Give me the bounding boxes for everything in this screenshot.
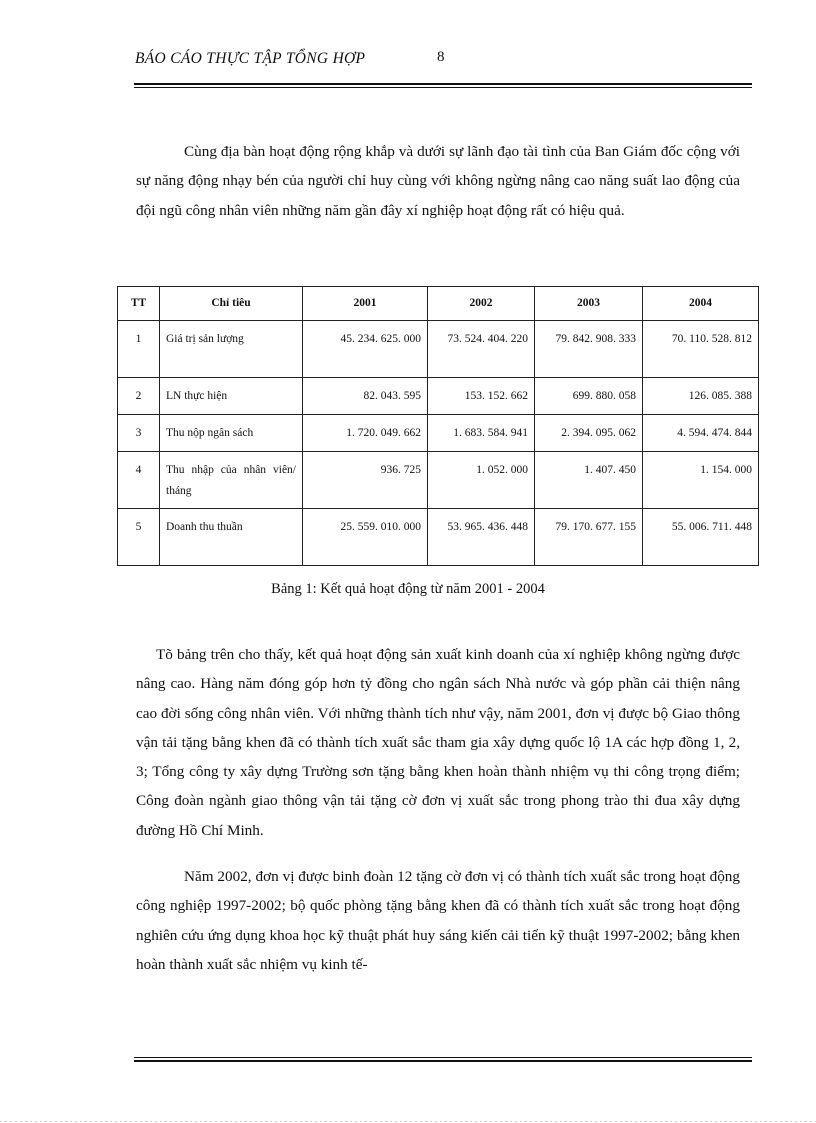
page-number: 8: [437, 49, 445, 65]
cell-tt: 3: [118, 415, 160, 452]
cell-2002: 1. 683. 584. 941: [428, 415, 535, 452]
header-cell-tt: TT: [118, 287, 160, 321]
cell-2004: 55. 006. 711. 448: [643, 509, 759, 566]
cell-2004: 126. 085. 388: [643, 378, 759, 415]
table-row: [118, 321, 759, 378]
cell-2001: 936. 725: [303, 452, 428, 509]
cell-tt: 5: [118, 509, 160, 566]
cell-2003: 79. 170. 677. 155: [535, 509, 643, 566]
cell-2003: 79. 842. 908. 333: [535, 321, 643, 378]
table-row: [118, 378, 759, 415]
results-table: [117, 286, 759, 566]
header-cell-2002: 2002: [428, 287, 535, 321]
cell-2002: 73. 524. 404. 220: [428, 321, 535, 378]
header-cell-indicator: Chỉ tiêu: [160, 287, 303, 321]
cell-indicator: Thu nhập của nhân viên/ tháng: [160, 452, 303, 509]
cell-2003: 2. 394. 095. 062: [535, 415, 643, 452]
cell-tt: 2: [118, 378, 160, 415]
table-row: [118, 452, 759, 509]
cell-indicator: Doanh thu thuần: [160, 509, 303, 566]
table-header-row: [118, 287, 759, 321]
header-rule: [134, 83, 752, 88]
cell-2002: 53. 965. 436. 448: [428, 509, 535, 566]
cell-indicator: Thu nộp ngân sách: [160, 415, 303, 452]
header-cell-2003: 2003: [535, 287, 643, 321]
cell-2001: 82. 043. 595: [303, 378, 428, 415]
page-edge-dotted-line: [0, 1121, 816, 1122]
cell-2002: 153. 152. 662: [428, 378, 535, 415]
cell-2004: 4. 594. 474. 844: [643, 415, 759, 452]
paragraph-analysis: Tõ bảng trên cho thấy, kết quả hoạt động sản xuất kinh doanh của xí nghiệp không ngừng được nâng cao. Hàng năm đóng góp hơn tỷ đồng cho ngân sách Nhà nước và góp phần cải thiện nâng cao đời sống công nhân viên. Với những thành tích như vậy, năm 2001, đơn vị được bộ Giao thông vận tải tặng bằng khen đã có thành tích xuất sắc tham gia xây dựng quốc lộ 1A các hợp đồng 1, 2, 3; Tổng công ty xây dựng Trường sơn tặng bằng khen hoàn thành nhiệm vụ thi công trọng điểm; Công đoàn ngành giao thông vận tải tặng cờ đơn vị xuất sắc trong phong trào thi đua xây dựng đường Hồ Chí Minh.: [136, 646, 740, 839]
cell-2002: 1. 052. 000: [428, 452, 535, 509]
cell-2001: 1. 720. 049. 662: [303, 415, 428, 452]
table-row: [118, 509, 759, 566]
paragraph-awards: Năm 2002, đơn vị được binh đoàn 12 tặng cờ đơn vị có thành tích xuất sắc trong hoạt động công nghiệp 1997-2002; bộ quốc phòng tặng bằng khen đã có thành tích xuất sắc trong hoạt động nghiên cứu ứng dụng khoa học kỹ thuật phát huy sáng kiến cải tiến kỹ thuật 1997-2002; bằng khen hoàn thành xuất sắc nhiệm vụ kinh tế-: [136, 868, 740, 973]
cell-2003: 699. 880. 058: [535, 378, 643, 415]
header-cell-2004: 2004: [643, 287, 759, 321]
table-row: [118, 415, 759, 452]
cell-2003: 1. 407. 450: [535, 452, 643, 509]
cell-2004: 1. 154. 000: [643, 452, 759, 509]
table-caption: Bảng 1: Kết quả hoạt động từ năm 2001 - 2004: [271, 581, 545, 597]
header-title: BÁO CÁO THỰC TẬP TỔNG HỢP: [135, 50, 366, 67]
footer-rule: [134, 1057, 752, 1062]
cell-indicator: Giá trị sản lượng: [160, 321, 303, 378]
header-cell-2001: 2001: [303, 287, 428, 321]
cell-tt: 4: [118, 452, 160, 509]
cell-2001: 25. 559. 010. 000: [303, 509, 428, 566]
cell-2001: 45. 234. 625. 000: [303, 321, 428, 378]
cell-tt: 1: [118, 321, 160, 378]
paragraph-intro: Cùng địa bàn hoạt động rộng khắp và dưới sự lãnh đạo tài tình của Ban Giám đốc cộng với sự năng động nhạy bén của người chỉ huy cùng với không ngừng nâng cao năng suất lao động của đội ngũ công nhân viên những năm gần đây xí nghiệp hoạt động rất có hiệu quả.: [136, 143, 740, 219]
cell-indicator: LN thực hiện: [160, 378, 303, 415]
cell-2004: 70. 110. 528. 812: [643, 321, 759, 378]
